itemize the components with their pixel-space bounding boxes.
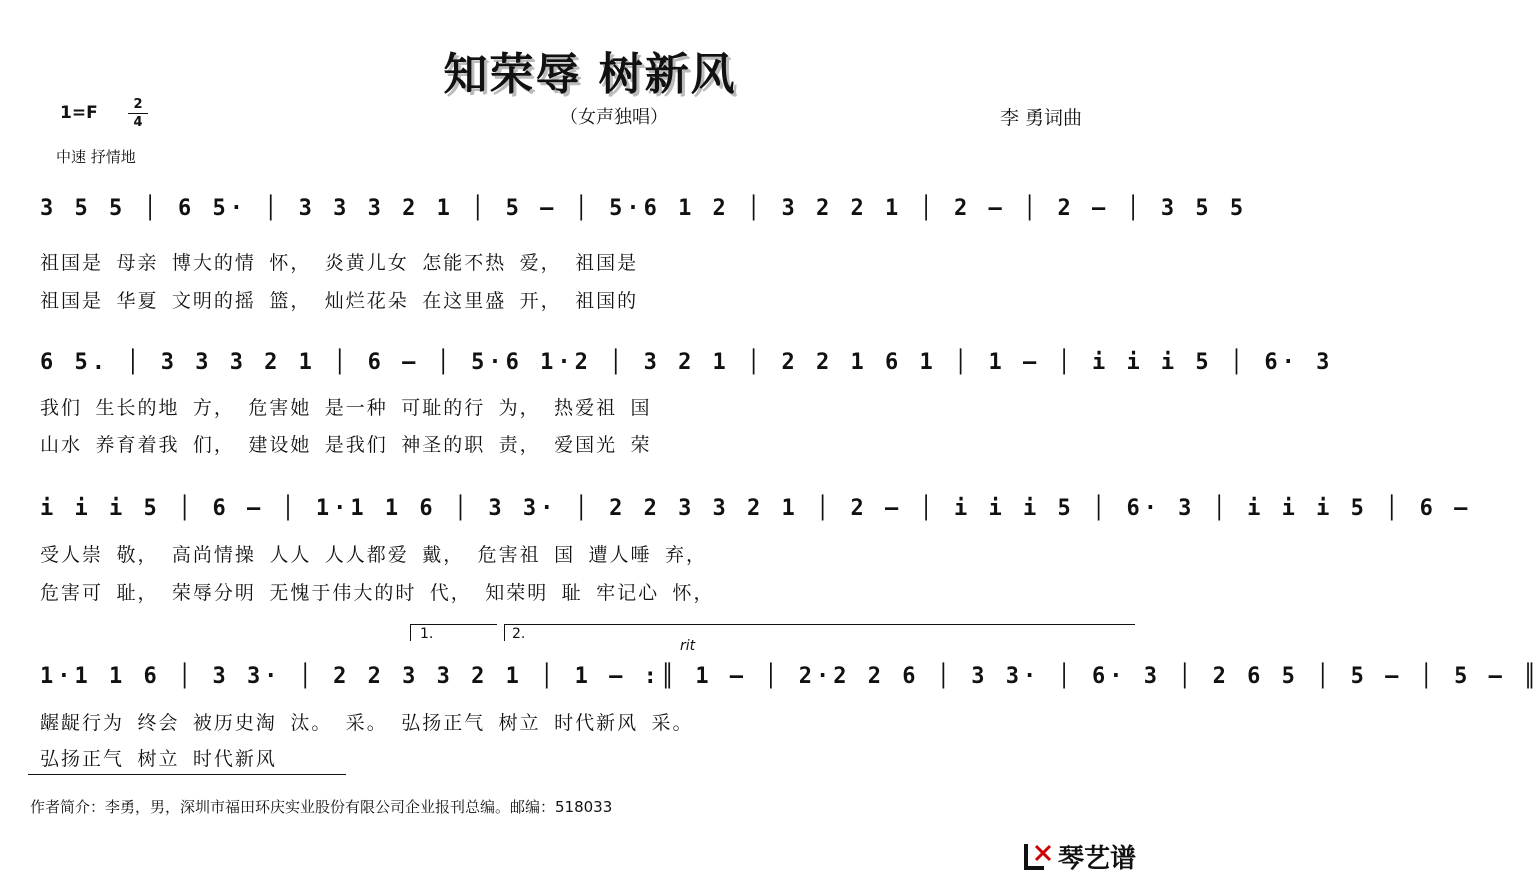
score-row-4-lyrics-2: 弘扬正气 树立 时代新风 — [40, 748, 277, 770]
key-signature: 1=F — [60, 103, 98, 123]
score-row-1-notes: 3 5 5 │ 6 5· │ 3 3 3 2 1 │ 5 – │ 5·6 1 2 │ 3 2 2 1 │ 2 – │ 2 – │ 3 5 5 — [40, 196, 1248, 221]
author-bio: 作者简介：李勇，男，深圳市福田环庆实业股份有限公司企业报刊总编。邮编：518033 — [30, 798, 613, 816]
song-title: 知荣辱 树新风 — [443, 49, 737, 100]
volta-2-bracket — [504, 624, 1135, 641]
score-row-3-notes: i i i 5 │ 6 – │ 1·1 1 6 │ 3 3· │ 2 2 3 3 2 1 │ 2 – │ i i i 5 │ 6· 3 │ i i i 5 │ 6 – — [40, 496, 1472, 521]
volta-1-label: 1. — [420, 626, 434, 642]
score-row-2-lyrics-1: 我们 生长的地 方， 危害她 是一种 可耻的行 为， 热爱祖 国 — [40, 397, 652, 419]
score-row-1-lyrics-1: 祖国是 母亲 博大的情 怀， 炎黄儿女 怎能不热 爱， 祖国是 — [40, 252, 639, 274]
score-row-1-lyrics-2: 祖国是 华夏 文明的摇 篮， 灿烂花朵 在这里盛 开， 祖国的 — [40, 290, 639, 312]
volta-2-label: 2. — [512, 626, 526, 642]
score-row-4-lyrics-1: 龌龊行为 终会 被历史淘 汰。 采。 弘扬正气 树立 时代新风 采。 — [40, 712, 694, 734]
time-signature — [128, 97, 148, 130]
score-row-2-notes: 6 5. │ 3 3 3 2 1 │ 6 – │ 5·6 1·2 │ 3 2 1 │ 2 2 1 6 1 │ 1 – │ i i i 5 │ 6· 3 — [40, 350, 1334, 375]
author-credit: 李 勇词曲 — [1000, 107, 1083, 129]
footnote-divider — [28, 774, 346, 775]
score-row-3-lyrics-1: 受人崇 敬， 高尚情操 人人 人人都爱 戴， 危害祖 国 遭人唾 弃， — [40, 544, 707, 566]
score-row-3-lyrics-2: 危害可 耻， 荣辱分明 无愧于伟大的时 代， 知荣明 耻 牢记心 怀， — [40, 582, 715, 604]
watermark-logo-text: 琴艺谱 — [1058, 844, 1137, 874]
score-row-4-notes: 1·1 1 6 │ 3 3· │ 2 2 3 3 2 1 │ 1 – :║ 1 – │ 2·2 2 6 │ 3 3· │ 6· 3 │ 2 6 5 │ 5 – │ 5 – ║ — [40, 664, 1540, 689]
time-sig-bottom: 4 — [133, 115, 143, 130]
time-sig-top: 2 — [133, 97, 143, 112]
score-row-2-lyrics-2: 山水 养育着我 们， 建设她 是我们 神圣的职 责， 爱国光 荣 — [40, 434, 652, 456]
performance-note: （女声独唱） — [560, 107, 668, 128]
tempo-marking: 中速 抒情地 — [56, 148, 136, 166]
ritardando-mark: rit — [680, 638, 696, 654]
